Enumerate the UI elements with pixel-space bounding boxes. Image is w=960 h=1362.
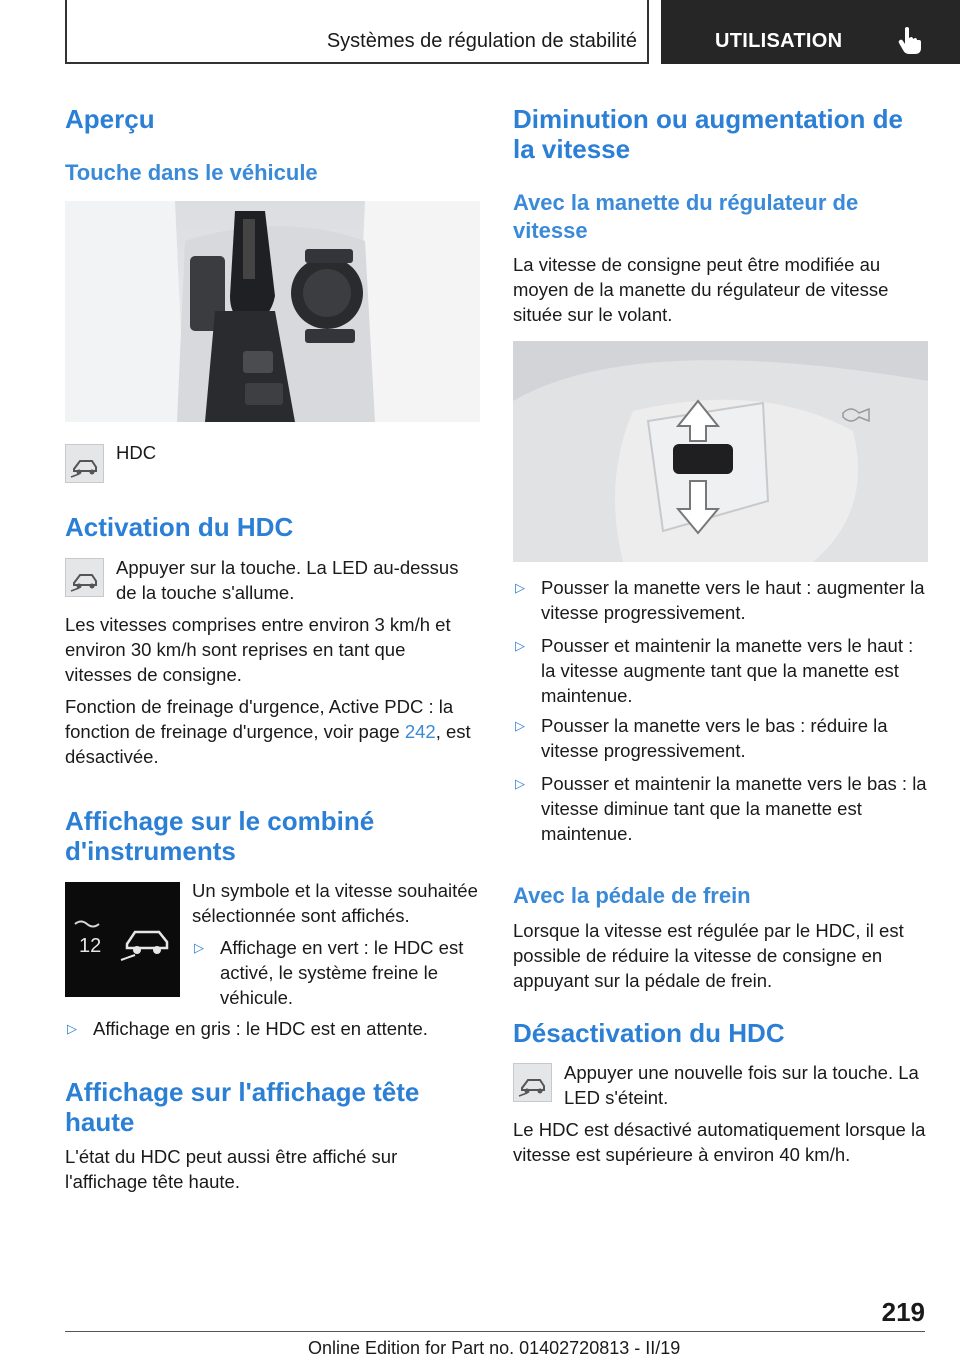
activation-text-2: Les vitesses comprises entre environ 3 km/h et environ 30 km/h sont reprises en tant que vitesses de consigne. xyxy=(65,614,451,685)
manette-bullet-1: Pousser la manette vers le haut : augmenter la vitesse progressivement. xyxy=(541,577,925,623)
steering-wheel-photo xyxy=(513,341,928,562)
pedale-text: Lorsque la vitesse est régulée par le HDC, il est possible de réduire la vitesse de consigne en appuyant sur la pédale de frein. xyxy=(513,920,904,991)
heading-pedale: Avec la pédale de frein xyxy=(513,883,751,908)
page-number: 219 xyxy=(881,1297,925,1327)
bullet-triangle-icon: ▷ xyxy=(515,638,525,653)
heading-touche: Touche dans le véhicule xyxy=(65,160,318,185)
heading-hud: Affichage sur l'affichage tête haute xyxy=(65,1077,420,1137)
combine-bullet-1: Affichage en vert : le HDC est activé, le système freine le véhicule. xyxy=(220,937,464,1008)
chapter-tab[interactable] xyxy=(661,0,960,64)
bullet-triangle-icon: ▷ xyxy=(67,1021,77,1036)
bullet-triangle-icon: ▷ xyxy=(515,580,525,595)
hdc-button-icon xyxy=(65,444,104,483)
hdc-label: HDC xyxy=(116,442,157,463)
chapter-label: UTILISATION xyxy=(715,30,843,52)
manette-bullet-2: Pousser et maintenir la manette vers le haut : la vitesse augmente tant que la manette est maintenue. xyxy=(541,635,914,706)
header-box xyxy=(65,0,649,64)
page-link[interactable]: 242 xyxy=(404,721,436,742)
pointing-hand-icon xyxy=(897,26,923,54)
footer-edition: Online Edition for Part no. 01402720813 - II/19 xyxy=(308,1338,681,1358)
manette-text: La vitesse de consigne peut être modifiée au moyen de la manette du régulateur de vitesse située sur le volant. xyxy=(513,254,889,325)
bullet-triangle-icon: ▷ xyxy=(515,776,525,791)
heading-activation: Activation du HDC xyxy=(65,512,294,542)
hud-text: L'état du HDC peut aussi être affiché sur l'affichage tête haute. xyxy=(65,1146,398,1192)
manette-bullet-4: Pousser et maintenir la manette vers le bas : la vitesse diminue tant que la manette est maintenue. xyxy=(541,773,927,844)
section-title: Systèmes de régulation de stabilité xyxy=(326,30,637,52)
activation-text-3: Fonction de freinage d'urgence, Active PDC : la fonction de freinage d'urgence, voir page 242, est désactivée. xyxy=(65,696,471,767)
manette-bullet-3: Pousser la manette vers le bas : réduire la vitesse progressivement. xyxy=(541,715,888,761)
desactivation-text-1: Appuyer une nouvelle fois sur la touche. La LED s'éteint. xyxy=(564,1062,919,1108)
instrument-display-image xyxy=(65,882,180,997)
combine-text-1: Un symbole et la vitesse souhaitée sélectionnée sont affichés. xyxy=(192,880,478,926)
heading-desactivation: Désactivation du HDC xyxy=(513,1018,785,1048)
desactivation-text-2: Le HDC est désactivé automatiquement lorsque la vitesse est supérieure à environ 40 km/h. xyxy=(513,1119,926,1165)
combine-bullet-2: Affichage en gris : le HDC est en attente. xyxy=(93,1018,428,1039)
footer-divider xyxy=(65,1331,925,1332)
heading-combine: Affichage sur le combiné d'instruments xyxy=(65,806,375,866)
activation-text-1: Appuyer sur la touche. La LED au-dessus de la touche s'allume. xyxy=(116,557,459,603)
heading-apercu: Aperçu xyxy=(65,104,155,134)
hdc-button-icon xyxy=(65,558,104,597)
heading-manette: Avec la manette du régulateur de vitesse xyxy=(513,190,859,243)
heading-diminution: Diminution ou augmentation de la vitesse xyxy=(513,104,903,164)
console-photo xyxy=(65,201,480,422)
bullet-triangle-icon: ▷ xyxy=(515,718,525,733)
bullet-triangle-icon: ▷ xyxy=(194,940,204,955)
display-speed: 12 xyxy=(79,935,102,957)
hdc-button-icon xyxy=(513,1063,552,1102)
